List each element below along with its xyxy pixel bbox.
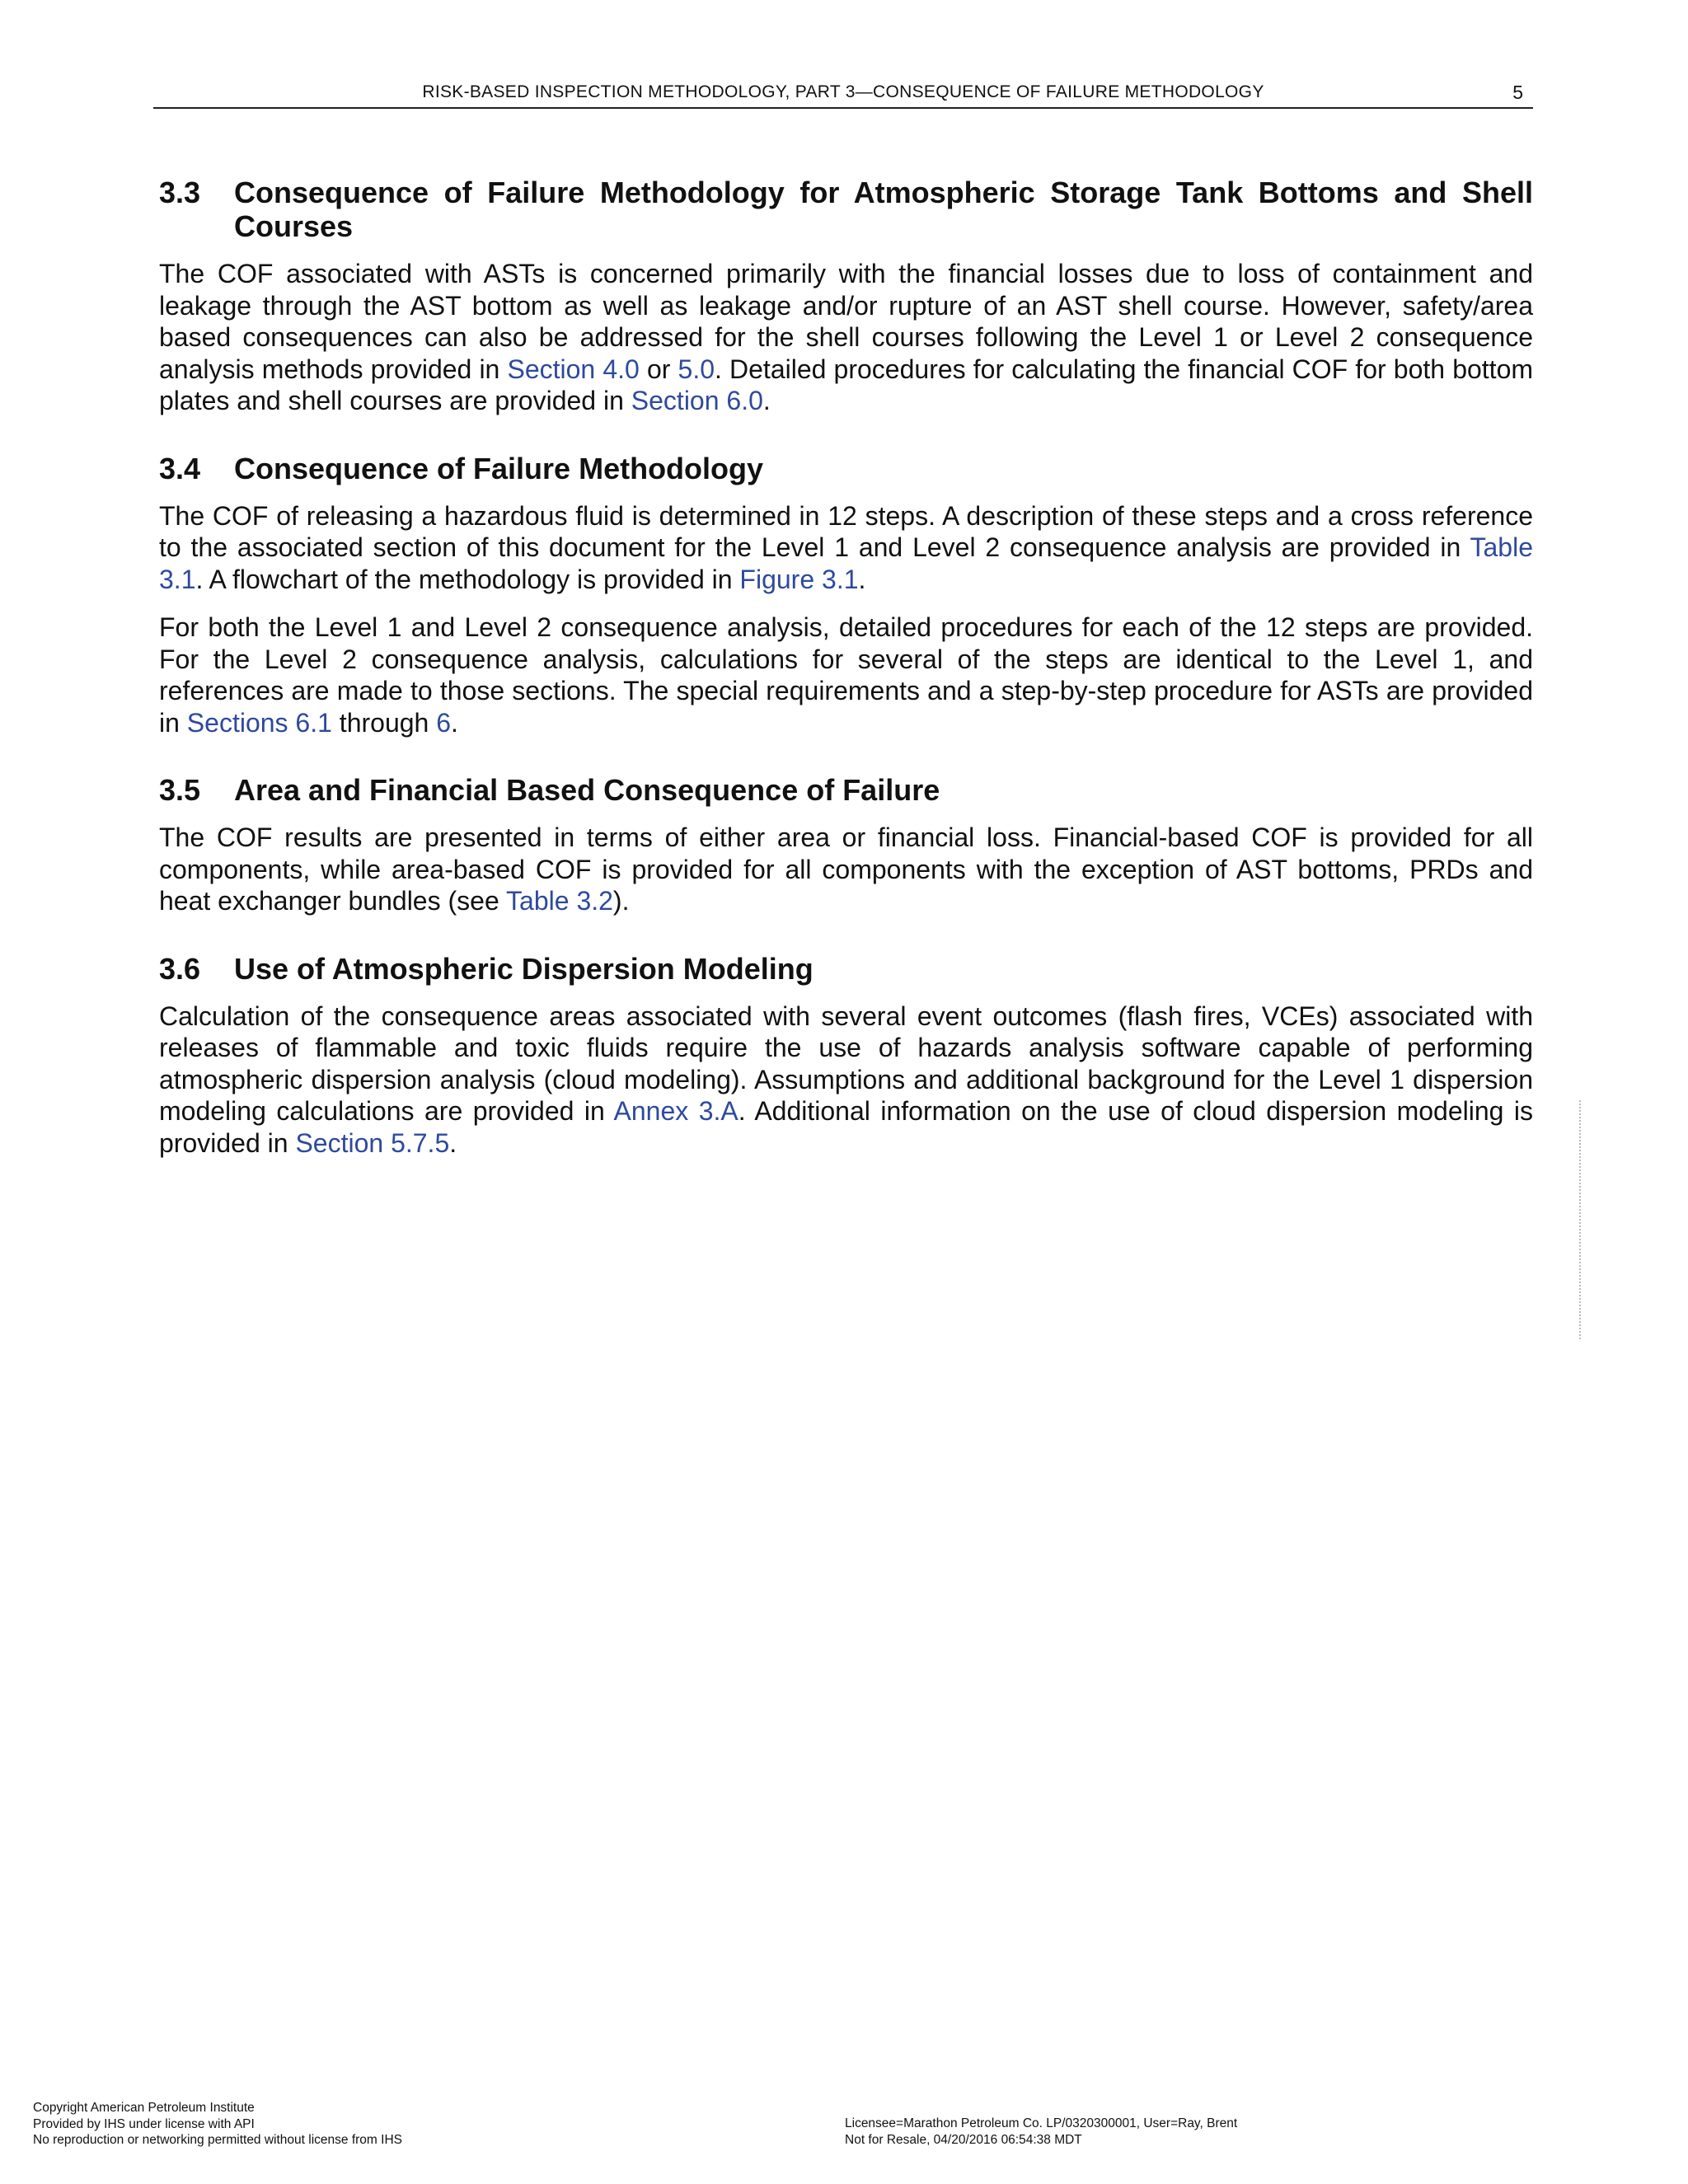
- link-section-5-7-5[interactable]: Section 5.7.5: [295, 1127, 450, 1158]
- paragraph: The COF of releasing a hazardous fluid is determined in 12 steps. A description of these steps and a cross reference to the associated section of this document for the Level 1 and Level 2 consequence analysis are provided in Table 3.1. A flowchart of the methodology is provided in Figure 3.1.: [159, 500, 1533, 594]
- margin-dot-mark: [1579, 1100, 1584, 1339]
- link-sections-6-1[interactable]: Sections 6.1: [186, 707, 332, 738]
- section-number: 3.3: [159, 176, 201, 209]
- link-section-4-0[interactable]: Section 4.0: [507, 354, 640, 384]
- section-3-3: [159, 176, 1533, 417]
- section-title: Use of Atmospheric Dispersion Modeling: [234, 951, 814, 986]
- section-title: Area and Financial Based Consequence of Failure: [234, 773, 940, 807]
- running-title: RISK-BASED INSPECTION METHODOLOGY, PART 3—CONSEQUENCE OF FAILURE METHODOLOGY: [422, 82, 1264, 101]
- document-body: [159, 176, 1533, 1159]
- link-section-5-0[interactable]: 5.0: [678, 354, 715, 384]
- link-table-3-1[interactable]: Table 3.1: [159, 532, 1533, 594]
- link-annex-3-a[interactable]: Annex 3.A: [613, 1096, 738, 1126]
- link-table-3-2[interactable]: Table 3.2: [506, 886, 613, 916]
- footer-line: Not for Resale, 04/20/2016 06:54:38 MDT: [845, 2132, 1082, 2147]
- footer-license: [845, 2116, 1237, 2148]
- section-number: 3.5: [159, 773, 201, 807]
- section-3-4: [159, 452, 1533, 739]
- section-number: 3.4: [159, 451, 201, 485]
- link-figure-3-1[interactable]: Figure 3.1: [739, 564, 859, 594]
- footer-copyright: [33, 2100, 402, 2149]
- section-title: Consequence of Failure Methodology: [234, 451, 764, 485]
- section-heading: [159, 452, 1533, 485]
- paragraph: For both the Level 1 and Level 2 consequence analysis, detailed procedures for each of the 12 steps are provided. For the Level 2 consequence analysis, calculations for several of the steps are identical to the Level 1, and references are made to those sections. The special requirements and a step-by-step procedure for ASTs are provided in Sections 6.1 through 6.: [159, 612, 1533, 738]
- section-heading: [159, 176, 1533, 243]
- paragraph: Calculation of the consequence areas associated with several event outcomes (flash fires, VCEs) associated with releases of flammable and toxic fluids require the use of hazards analysis software capable of performing atmospheric dispersion analysis (cloud modeling). Assumptions and additional background for the Level 1 dispersion modeling calculations are provided in Annex 3.A. Additional information on the use of cloud dispersion modeling is provided in Section 5.7.5.: [159, 1001, 1534, 1158]
- page-header: [153, 81, 1533, 109]
- footer-line: Copyright American Petroleum Institute: [33, 2101, 255, 2115]
- section-3-6: [159, 952, 1533, 1160]
- section-heading: [159, 773, 1533, 807]
- section-title: Consequence of Failure Methodology for Atmospheric Storage Tank Bottoms and Shell Courses: [234, 176, 1533, 243]
- page-number: 5: [1512, 82, 1523, 103]
- section-number: 3.6: [159, 951, 201, 986]
- paragraph: The COF associated with ASTs is concerned primarily with the financial losses due to loss of containment and leakage through the AST bottom as well as leakage and/or rupture of an AST shell course. However, safety/area based consequences can also be addressed for the shell courses following the Level 1 or Level 2 consequence analysis methods provided in Section 4.0 or 5.0. Detailed procedures for calculating the financial COF for both bottom plates and shell courses are provided in Section 6.0.: [159, 259, 1534, 415]
- section-heading: [159, 952, 1533, 986]
- footer-line: Licensee=Marathon Petroleum Co. LP/0320300001, User=Ray, Brent: [845, 2116, 1238, 2130]
- footer-line: No reproduction or networking permitted without license from IHS: [33, 2133, 402, 2147]
- link-section-6[interactable]: 6: [436, 707, 452, 738]
- link-section-6-0[interactable]: Section 6.0: [631, 386, 763, 415]
- paragraph: The COF results are presented in terms of either area or financial loss. Financial-based COF is provided for all components, while area-based COF is provided for all components with the exception of AST bottoms, PRDs and heat exchanger bundles (see Table 3.2).: [159, 823, 1533, 916]
- footer-line: Provided by IHS under license with API: [33, 2116, 255, 2131]
- section-3-5: [159, 773, 1533, 917]
